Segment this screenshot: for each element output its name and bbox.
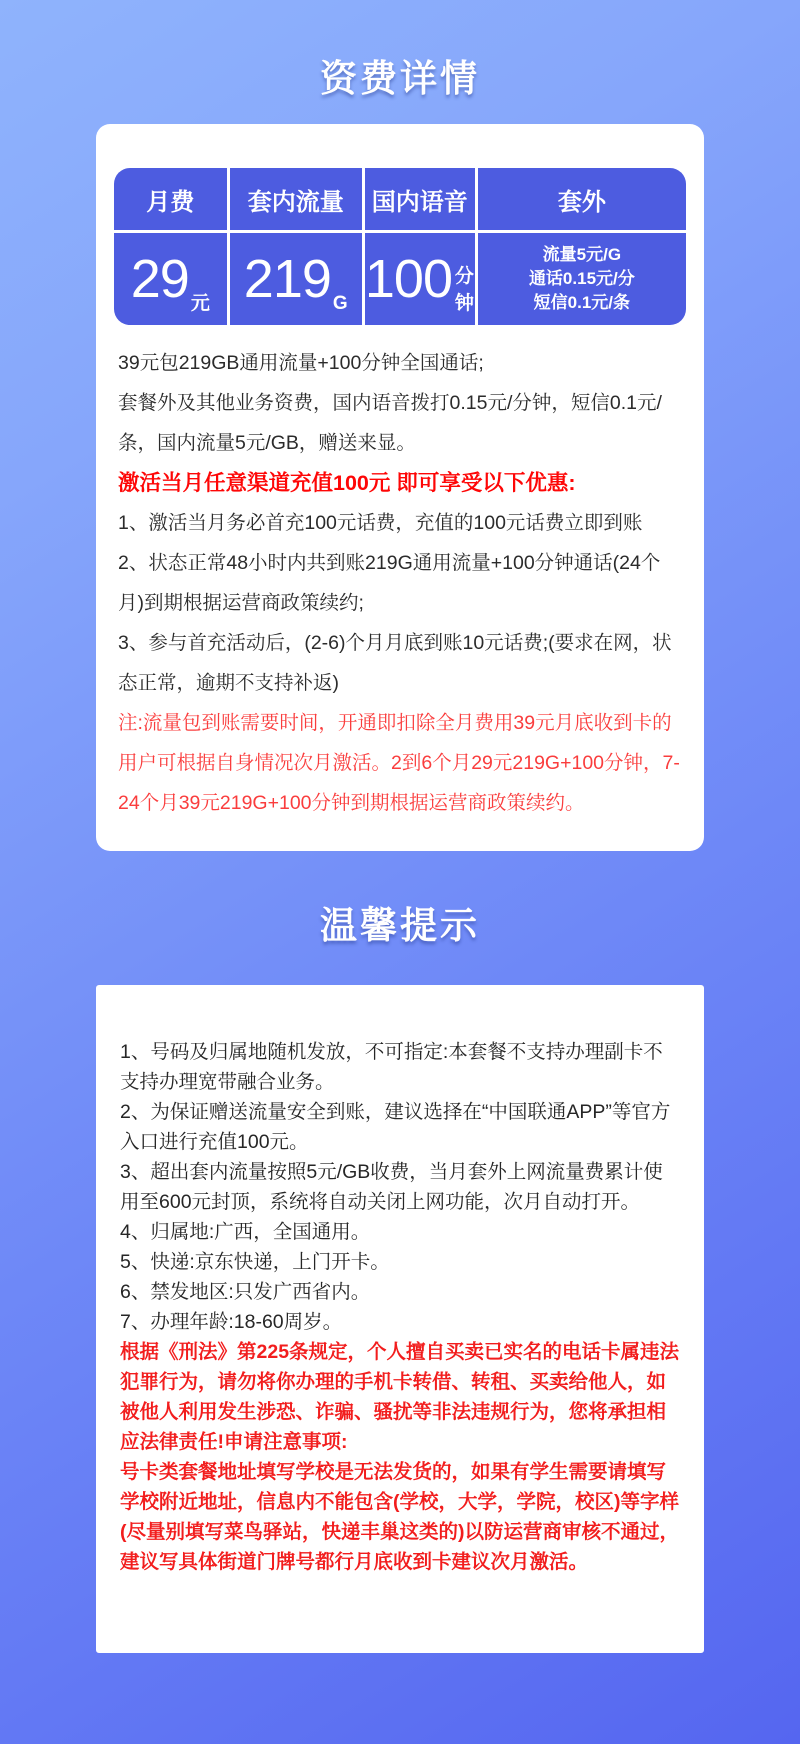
tips-address-notice: 号卡类套餐地址填写学校是无法发货的，如果有学生需要请填写学校附近地址，信息内不能包含(学校，大学，学院，校区)等字样(尽量别填写菜鸟驿站，快递丰巢这类的)以防运营商审核不通过，建议写具体街道门牌号都行月底收到卡建议次月激活。 (120, 1461, 679, 1573)
monthly-fee-unit: 元 (190, 293, 210, 314)
fees-line-out-of-plan: 套餐外及其他业务资费，国内语音拨打0.15元/分钟，短信0.1元/条，国内流量5元/GB，赠送来显。 (118, 392, 662, 454)
col-header-monthly-fee: 月费 (114, 168, 227, 230)
fees-line-package: 39元包219GB通用流量+100分钟全国通话; (118, 352, 484, 374)
monthly-fee-value (114, 233, 227, 325)
tips-legal-notice: 根据《刑法》第225条规定，个人擅自买卖已实名的电话卡属违法犯罪行为，请勿将你办理的手机卡转借、转租、买卖给他人，如被他人利用发生涉恐、诈骗、骚扰等非法违规行为，您将承担相应法律责任!申请注意事项: (120, 1341, 680, 1453)
fees-description (118, 343, 682, 823)
domestic-voice-value (365, 233, 475, 325)
fees-rule-1: 1、激活当月务必首充100元话费，充值的100元话费立即到账 (118, 512, 643, 534)
fees-promo-heading: 激活当月任意渠道充值100元 即可享受以下优惠: (118, 471, 576, 495)
fees-rule-3: 3、参与首充活动后，(2-6)个月月底到账10元话费;(要求在网，状态正常，逾期不支持补返) (118, 632, 672, 694)
included-data-unit: G (332, 293, 348, 314)
tips-card (96, 985, 704, 1653)
fees-rule-2: 2、状态正常48小时内共到账219G通用流量+100分钟通话(24个月)到期根据运营商政策续约; (118, 552, 661, 614)
tip-item-6: 6、禁发地区:只发广西省内。 (120, 1281, 371, 1303)
out-of-plan-rates (478, 233, 686, 325)
domestic-voice-unit: 分钟 (454, 266, 474, 314)
fees-card (96, 124, 704, 851)
included-data-number: 219 (243, 249, 331, 309)
plan-table (114, 168, 686, 325)
out-of-plan-call-rate: 通话0.15元/分 (528, 269, 635, 289)
out-of-plan-sms-rate: 短信0.1元/条 (533, 292, 631, 312)
included-data-value (230, 233, 362, 325)
tip-item-2: 2、为保证赠送流量安全到账，建议选择在“中国联通APP”等官方入口进行充值100元。 (120, 1101, 671, 1153)
col-header-domestic-voice: 国内语音 (365, 168, 475, 230)
tip-item-4: 4、归属地:广西，全国通用。 (120, 1221, 371, 1243)
tip-item-5: 5、快递:京东快递，上门开卡。 (120, 1251, 390, 1273)
fees-note: 注:流量包到账需要时间，开通即扣除全月费用39元月底收到卡的用户可根据自身情况次月激活。2到6个月29元219G+100分钟，7-24个月39元219G+100分钟到期根据运营商政策续约。 (118, 712, 680, 814)
section-title-tips: 温馨提示 (320, 905, 480, 946)
monthly-fee-number: 29 (130, 249, 189, 309)
tips-list (120, 1037, 680, 1577)
section-title-fees: 资费详情 (320, 58, 480, 99)
tip-item-3: 3、超出套内流量按照5元/GB收费，当月套外上网流量费累计使用至600元封顶，系统将自动关闭上网功能，次月自动打开。 (120, 1161, 663, 1213)
tip-item-7: 7、办理年龄:18-60周岁。 (120, 1311, 343, 1333)
col-header-included-data: 套内流量 (230, 168, 362, 230)
out-of-plan-data-rate: 流量5元/G (542, 245, 622, 265)
col-header-out-of-plan: 套外 (478, 168, 686, 230)
domestic-voice-number: 100 (364, 249, 452, 309)
tip-item-1: 1、号码及归属地随机发放，不可指定:本套餐不支持办理副卡不支持办理宽带融合业务。 (120, 1041, 663, 1093)
